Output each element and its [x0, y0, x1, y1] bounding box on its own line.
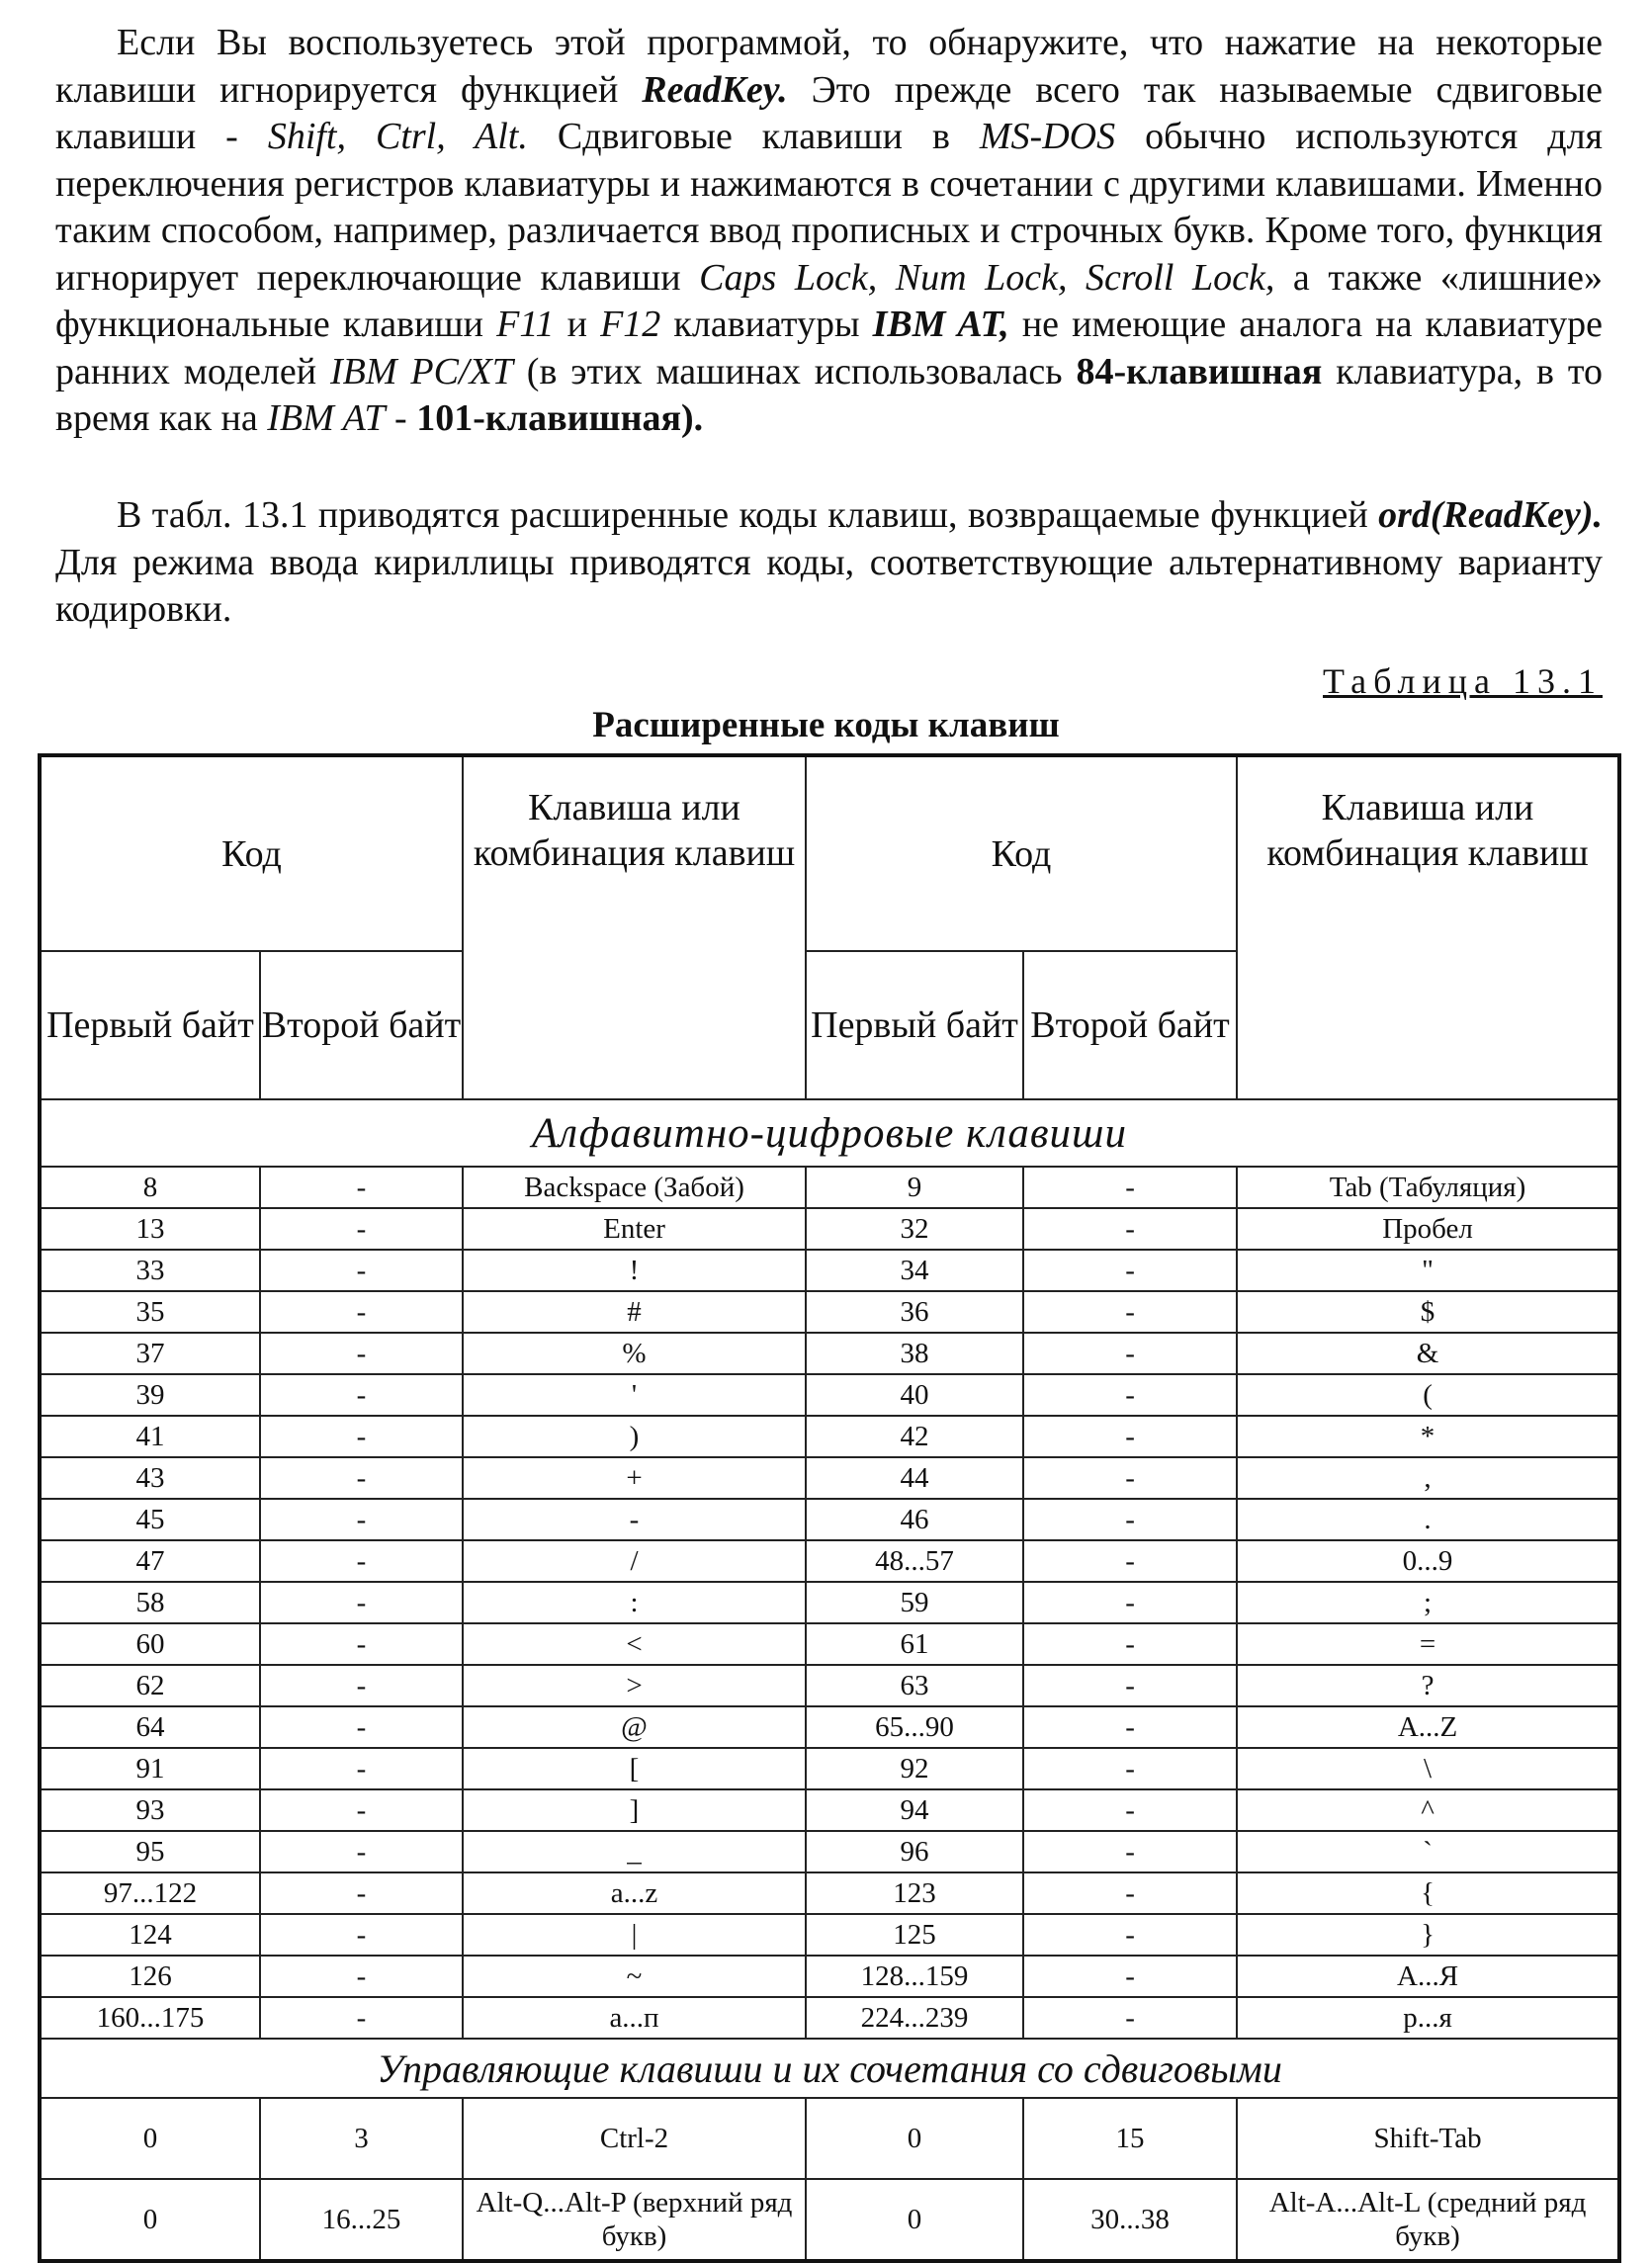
table-cell: 0 — [806, 2098, 1023, 2179]
text-run: IBM AT — [267, 397, 386, 439]
table-row — [40, 1582, 1619, 1623]
table-cell: 44 — [806, 1457, 1023, 1499]
table-cell: - — [260, 1914, 463, 1956]
table-cell: 64 — [40, 1706, 260, 1748]
table-cell: 124 — [40, 1914, 260, 1956]
table-cell: ~ — [463, 1956, 806, 1997]
table-cell: ? — [1237, 1665, 1619, 1706]
text-run: F12 — [600, 304, 661, 345]
table-cell: - — [463, 1499, 806, 1540]
text-run: Shift, Ctrl, Alt. — [267, 116, 528, 157]
header-first-byte-left: Первый байт — [40, 951, 260, 1099]
table-cell: - — [1023, 1665, 1237, 1706]
table-cell: 160...175 — [40, 1997, 260, 2039]
table-cell: # — [463, 1291, 806, 1333]
text-run: не имеющие аналога на клавиатуре ранних моделей — [55, 304, 1604, 392]
table-row — [40, 1374, 1619, 1416]
table-cell: р...я — [1237, 1997, 1619, 2039]
text-run: клавиатура, в то время как на — [55, 350, 1603, 439]
table-cell: Ctrl-2 — [463, 2098, 806, 2179]
text-run: 101-клавишная). — [416, 397, 704, 439]
table-cell: ) — [463, 1416, 806, 1457]
table-cell: a...z — [463, 1872, 806, 1914]
text-run: клавиатуры — [660, 304, 873, 345]
table-cell: ^ — [1237, 1789, 1619, 1831]
table-cell: 59 — [806, 1582, 1023, 1623]
table-cell: - — [260, 1582, 463, 1623]
table-cell: - — [1023, 1333, 1237, 1374]
table-row — [40, 1872, 1619, 1914]
table-cell: - — [260, 1250, 463, 1291]
table-cell: 91 — [40, 1748, 260, 1789]
table-cell: - — [260, 1706, 463, 1748]
table-row — [40, 1291, 1619, 1333]
header-key-combo-left: Клавиша или комбинация клавиш — [463, 755, 806, 1099]
table-cell: % — [463, 1333, 806, 1374]
text-run: - — [385, 397, 417, 439]
table-cell: - — [1023, 1457, 1237, 1499]
table-cell: 224...239 — [806, 1997, 1023, 2039]
text-run: и — [554, 304, 601, 345]
section-row-alnum — [40, 1099, 1619, 1167]
table-cell: - — [260, 1997, 463, 2039]
table-cell: - — [260, 1665, 463, 1706]
text-run: В табл. 13.1 приводятся расширенные коды клавиш, возвращаемые функцией — [117, 494, 1379, 536]
table-cell: 37 — [40, 1333, 260, 1374]
table-cell: - — [260, 1291, 463, 1333]
table-cell: * — [1237, 1416, 1619, 1457]
table-cell: 0 — [806, 2179, 1023, 2261]
table-cell: - — [1023, 1831, 1237, 1872]
table-cell: < — [463, 1623, 806, 1665]
table-cell: 62 — [40, 1665, 260, 1706]
table-row — [40, 1540, 1619, 1582]
table-row — [40, 1665, 1619, 1706]
table-cell: 123 — [806, 1872, 1023, 1914]
table-cell: _ — [463, 1831, 806, 1872]
table-cell: 16...25 — [260, 2179, 463, 2261]
text-run: IBM PC/XT — [330, 350, 513, 392]
table-cell: - — [260, 1499, 463, 1540]
table-row — [40, 1956, 1619, 1997]
table-cell: = — [1237, 1623, 1619, 1665]
text-run: Сдвиговые клавиши в — [527, 116, 980, 157]
table-cell: 126 — [40, 1956, 260, 1997]
table-cell: > — [463, 1665, 806, 1706]
table-row — [40, 1623, 1619, 1665]
table-cell: 128...159 — [806, 1956, 1023, 1997]
table-row — [40, 1997, 1619, 2039]
table-cell: ] — [463, 1789, 806, 1831]
table-cell: @ — [463, 1706, 806, 1748]
table-row — [40, 1208, 1619, 1250]
table-row — [40, 1748, 1619, 1789]
table-cell: 0 — [40, 2098, 260, 2179]
table-cell: - — [1023, 1582, 1237, 1623]
table-cell: 39 — [40, 1374, 260, 1416]
table-row — [40, 1457, 1619, 1499]
table-cell: Alt-A...Alt-L (средний ряд букв) — [1237, 2179, 1619, 2261]
table-cell: 125 — [806, 1914, 1023, 1956]
table-cell: " — [1237, 1250, 1619, 1291]
table-cell: 40 — [806, 1374, 1023, 1416]
table-cell: & — [1237, 1333, 1619, 1374]
header-first-byte-right: Первый байт — [806, 951, 1023, 1099]
table-cell: - — [260, 1872, 463, 1914]
header-code-right: Код — [806, 755, 1237, 951]
header-key-combo-right: Клавиша или комбинация клавиш — [1237, 755, 1619, 1099]
table-cell: - — [260, 1208, 463, 1250]
table-cell: 30...38 — [1023, 2179, 1237, 2261]
table-cell: - — [1023, 1706, 1237, 1748]
table-label: Таблица 13.1 — [1323, 661, 1603, 701]
table-cell: - — [260, 1374, 463, 1416]
table-cell: 63 — [806, 1665, 1023, 1706]
table-cell: А...Я — [1237, 1956, 1619, 1997]
table-cell: 95 — [40, 1831, 260, 1872]
table-cell: - — [1023, 1914, 1237, 1956]
header-second-byte-right: Второй байт — [1023, 951, 1237, 1099]
table-cell: ; — [1237, 1582, 1619, 1623]
table-cell: , — [1237, 1457, 1619, 1499]
table-cell: 92 — [806, 1748, 1023, 1789]
table-cell: Shift-Tab — [1237, 2098, 1619, 2179]
table-cell: 61 — [806, 1623, 1023, 1665]
table-cell: - — [1023, 1291, 1237, 1333]
table-cell: . — [1237, 1499, 1619, 1540]
table-cell: - — [260, 1540, 463, 1582]
table-cell: 94 — [806, 1789, 1023, 1831]
table-cell: - — [260, 1956, 463, 1997]
table-cell: [ — [463, 1748, 806, 1789]
table-cell: Tab (Табуляция) — [1237, 1167, 1619, 1208]
table-title: Расширенные коды клавиш — [592, 705, 1060, 745]
text-run: Если Вы воспользуетесь этой программой, то обнаружите, что нажатие на некоторые клавиши игнорируется функцией — [55, 22, 1603, 111]
table-cell: ' — [463, 1374, 806, 1416]
header-second-byte-left: Второй байт — [260, 951, 463, 1099]
table-cell: $ — [1237, 1291, 1619, 1333]
table-row — [40, 1250, 1619, 1291]
table-cell: 48...57 — [806, 1540, 1023, 1582]
table-cell: 33 — [40, 1250, 260, 1291]
table-cell: - — [1023, 1208, 1237, 1250]
table-cell: 60 — [40, 1623, 260, 1665]
text-run: а также «лишние» функциональные клавиши — [55, 256, 1603, 345]
table-cell: Alt-Q...Alt-P (верхний ряд букв) — [463, 2179, 806, 2261]
table-cell: 36 — [806, 1291, 1023, 1333]
table-cell: ` — [1237, 1831, 1619, 1872]
table-cell: 93 — [40, 1789, 260, 1831]
table-cell: ! — [463, 1250, 806, 1291]
table-cell: 3 — [260, 2098, 463, 2179]
table-cell: 96 — [806, 1831, 1023, 1872]
table-cell: \ — [1237, 1748, 1619, 1789]
text-run: F11 — [496, 304, 555, 345]
table-cell: - — [260, 1167, 463, 1208]
header-code-left: Код — [40, 755, 463, 951]
table-row — [40, 1499, 1619, 1540]
table-cell: - — [1023, 1623, 1237, 1665]
table-cell: 0...9 — [1237, 1540, 1619, 1582]
section-row-control — [40, 2039, 1619, 2098]
table-cell: 0 — [40, 2179, 260, 2261]
table-cell: 43 — [40, 1457, 260, 1499]
table-row — [40, 1167, 1619, 1208]
section-title-control: Управляющие клавиши и их сочетания со сдвиговыми — [40, 2039, 1619, 2098]
table-row — [40, 1789, 1619, 1831]
text-run: IBM AT, — [872, 304, 1009, 345]
table-cell: - — [1023, 1748, 1237, 1789]
table-cell: / — [463, 1540, 806, 1582]
table-cell: - — [260, 1333, 463, 1374]
table-cell: 32 — [806, 1208, 1023, 1250]
table-cell: - — [260, 1623, 463, 1665]
table-row — [40, 1831, 1619, 1872]
table-cell: 38 — [806, 1333, 1023, 1374]
table-cell: Backspace (Забой) — [463, 1167, 806, 1208]
paragraph — [55, 20, 1603, 443]
table-cell: - — [1023, 1374, 1237, 1416]
table-cell: 35 — [40, 1291, 260, 1333]
table-row — [40, 2179, 1619, 2261]
table-row — [40, 2098, 1619, 2179]
section-title-alnum: Алфавитно-цифровые клавиши — [40, 1099, 1619, 1167]
table-row — [40, 1333, 1619, 1374]
table-cell: 65...90 — [806, 1706, 1023, 1748]
text-run: 84-клавишная — [1076, 350, 1323, 392]
table-cell: 47 — [40, 1540, 260, 1582]
table-cell: - — [260, 1416, 463, 1457]
table-cell: - — [260, 1789, 463, 1831]
text-run: ReadKey. — [642, 68, 788, 111]
table-cell: } — [1237, 1914, 1619, 1956]
text-run: Для режима ввода кириллицы приводятся коды, соответствующие альтернативному варианту кодировки. — [55, 541, 1603, 630]
table-cell: - — [1023, 1540, 1237, 1582]
table-cell: 41 — [40, 1416, 260, 1457]
table-cell: 46 — [806, 1499, 1023, 1540]
table-cell: ( — [1237, 1374, 1619, 1416]
text-run: обычно используются для переключения регистров клавиатуры и нажимаются в сочетании с другими клавишами. Именно таким способом, например, различается ввод прописных и строчных букв. Кроме того, функция игнорирует переключающие клавиши — [55, 116, 1604, 299]
table-cell: - — [1023, 1250, 1237, 1291]
table-cell: | — [463, 1914, 806, 1956]
table-cell: - — [1023, 1789, 1237, 1831]
text-run: MS-DOS — [979, 116, 1116, 157]
table-cell: 97...122 — [40, 1872, 260, 1914]
table-cell: 8 — [40, 1167, 260, 1208]
paragraph — [55, 492, 1603, 634]
table-cell: а...п — [463, 1997, 806, 2039]
table-row — [40, 1706, 1619, 1748]
key-codes-table — [38, 753, 1621, 2263]
table-cell: : — [463, 1582, 806, 1623]
table-cell: - — [1023, 1416, 1237, 1457]
table-cell: - — [1023, 1872, 1237, 1914]
table-cell: 15 — [1023, 2098, 1237, 2179]
table-cell: 42 — [806, 1416, 1023, 1457]
text-run: Caps Lock, Num Lock, Scroll Lock, — [699, 256, 1275, 299]
table-cell: Пробел — [1237, 1208, 1619, 1250]
table-cell: A...Z — [1237, 1706, 1619, 1748]
table-cell: - — [260, 1831, 463, 1872]
text-run: ord(ReadKey). — [1378, 494, 1603, 536]
text-run: (в этих машинах использовалась — [512, 350, 1077, 392]
table-cell: { — [1237, 1872, 1619, 1914]
table-row — [40, 1914, 1619, 1956]
table-cell: 58 — [40, 1582, 260, 1623]
table-cell: 34 — [806, 1250, 1023, 1291]
table-cell: Enter — [463, 1208, 806, 1250]
table-cell: 13 — [40, 1208, 260, 1250]
table-cell: - — [260, 1457, 463, 1499]
table-cell: 45 — [40, 1499, 260, 1540]
table-cell: - — [1023, 1499, 1237, 1540]
table-cell: - — [260, 1748, 463, 1789]
table-cell: 9 — [806, 1167, 1023, 1208]
table-cell: - — [1023, 1167, 1237, 1208]
table-cell: - — [1023, 1956, 1237, 1997]
table-row — [40, 1416, 1619, 1457]
table-cell: - — [1023, 1997, 1237, 2039]
table-cell: + — [463, 1457, 806, 1499]
text-run: Это прежде всего так называемые сдвиговые клавиши - — [55, 68, 1604, 157]
